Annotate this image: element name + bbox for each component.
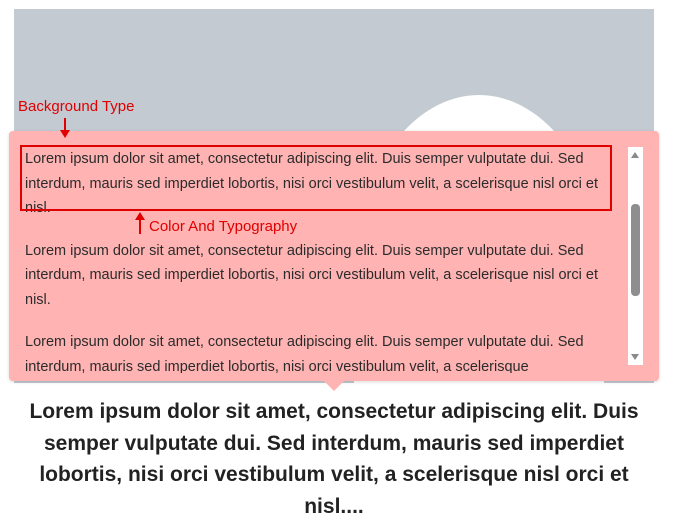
annotation-highlight-box xyxy=(20,145,612,211)
arrow-up-icon xyxy=(135,212,145,234)
popup-paragraph-3: Lorem ipsum dolor sit amet, consectetur adipiscing elit. Duis semper vulputate dui. Sed interdum, mauris sed imperdiet lobortis, nisi orci vestibulum velit, a scelerisque xyxy=(25,334,584,373)
popup-paragraph-1: Lorem ipsum dolor sit amet, consectetur adipiscing elit. Duis semper vulputate dui. Sed interdum, mauris sed imperdiet lobortis, nisi orci vestibulum velit, a scelerisque nisl orci et nisl. xyxy=(25,151,598,216)
scroll-down-arrow-icon[interactable] xyxy=(631,354,639,360)
scrollbar-thumb[interactable] xyxy=(631,204,640,296)
popup-scrollbar[interactable] xyxy=(628,147,643,365)
arrow-down-icon xyxy=(60,118,70,138)
annotation-background-type: Background Type xyxy=(18,98,135,115)
annotation-color-and-typography: Color And Typography xyxy=(149,218,298,235)
popup-paragraph-2: Lorem ipsum dolor sit amet, consectetur adipiscing elit. Duis semper vulputate dui. Sed interdum, mauris sed imperdiet lobortis, nisi orci vestibulum velit, a scelerisque nisl orci et nisl. xyxy=(25,242,598,308)
popup-caret xyxy=(324,381,344,391)
caption-text: Lorem ipsum dolor sit amet, consectetur adipiscing elit. Duis semper vulputate dui. Sed interdum, mauris sed imperdiet lobortis, nisi orci vestibulum velit, a scelerisque nisl orci et nisl.... xyxy=(29,400,639,518)
scroll-up-arrow-icon[interactable] xyxy=(631,152,639,158)
